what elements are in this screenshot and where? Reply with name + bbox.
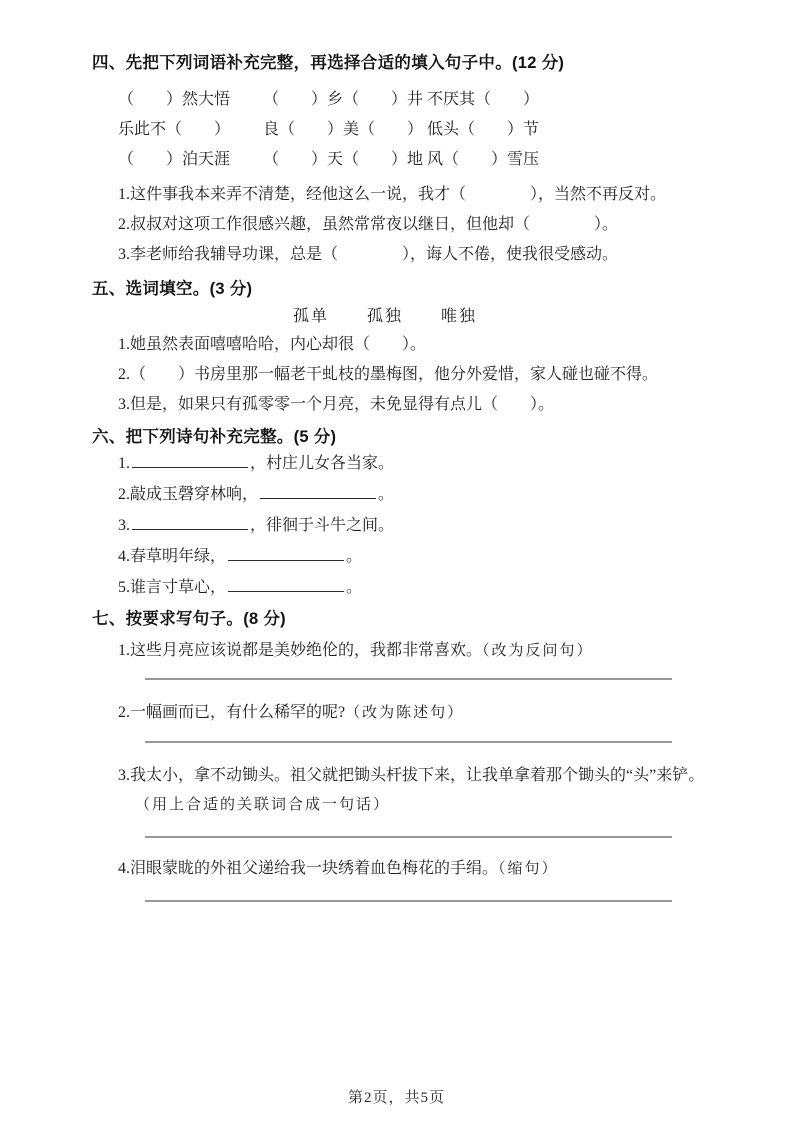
- poem-blank: [228, 576, 344, 592]
- answer-line: [145, 741, 672, 743]
- question-item: [118, 761, 706, 820]
- poem-text-before: 5.谁言寸草心，: [118, 579, 227, 596]
- poem-text-before: 3.: [118, 517, 130, 534]
- question-text: 2.一幅画而已，有什么稀罕的呢?: [118, 704, 346, 721]
- section-four: [92, 52, 706, 270]
- poem-list: [92, 448, 706, 603]
- poem-text-after: 。: [346, 579, 363, 596]
- word-blank: 不厌其（ ）: [427, 91, 540, 108]
- question-hint: （缩句）: [498, 861, 559, 877]
- section-seven-title: 七、按要求写句子。(8 分): [92, 610, 286, 628]
- poem-text-after: ，徘徊于斗牛之间。: [250, 517, 395, 534]
- question-item: [118, 698, 706, 728]
- word-blank: 风（ ）雪压: [427, 151, 540, 168]
- section-six: [92, 426, 706, 603]
- poem-text-after: 。: [346, 548, 363, 565]
- word-blank: （ ）天（ ）地: [263, 151, 424, 168]
- poem-blank: [132, 452, 248, 468]
- word-blank: 良（ ）美（ ）: [263, 121, 424, 138]
- question-item: [118, 636, 706, 666]
- question-item: 1.她虽然表面嘻嘻哈哈，内心却很（ ）。: [118, 336, 427, 353]
- section-five-title: 五、选词填空。(3 分): [92, 280, 253, 298]
- section-five-questions: [92, 330, 706, 420]
- question-item: 2.叔叔对这项工作很感兴趣，虽然常常夜以继日，但他却（ ）。: [118, 216, 619, 233]
- question-hint: （改为反问句）: [482, 643, 594, 659]
- poem-blank: [260, 483, 376, 499]
- poem-line: [118, 479, 706, 510]
- poem-blank: [228, 545, 344, 561]
- poem-text-before: 1.: [118, 455, 130, 472]
- word-bank-item: 孤单: [292, 308, 329, 325]
- question-item: [118, 854, 706, 884]
- poem-line: [118, 510, 706, 541]
- poem-line: [118, 572, 706, 603]
- answer-line: [145, 678, 672, 680]
- section-four-questions: [92, 180, 706, 270]
- poem-line: [118, 448, 706, 479]
- section-six-title: 六、把下列诗句补充完整。(5 分): [92, 428, 337, 446]
- question-item: 1.这件事我本来弄不清楚，经他这么一说，我才（ ），当然不再反对。: [118, 186, 667, 203]
- question-item: 3.但是，如果只有孤零零一个月亮，未免显得有点儿（ ）。: [118, 396, 555, 413]
- word-blank: （ ）泊天涯: [118, 151, 231, 168]
- word-blank: 乐此不（ ）: [118, 121, 231, 138]
- question-item: 2.（ ）书房里那一幅老干虬枝的墨梅图，他分外爱惜，家人碰也碰不得。: [118, 366, 659, 383]
- word-bank-item: 唯独: [441, 308, 478, 325]
- page-footer: 第2页，共5页: [347, 1090, 445, 1106]
- question-hint: （改为陈述句）: [345, 705, 465, 721]
- word-blank: （ ）乡（ ）井: [263, 91, 424, 108]
- poem-blank: [132, 514, 248, 530]
- section-five: [92, 278, 706, 420]
- word-bank-item: 孤独: [366, 308, 403, 325]
- question-text: 3.我太小，拿不动锄头。祖父就把锄头杆拔下来，让我单拿着那个锄头的“头”来铲。: [118, 767, 705, 784]
- poem-text-before: 2.敲成玉磬穿林响，: [118, 486, 259, 503]
- section-seven: [92, 608, 706, 902]
- poem-line: [118, 541, 706, 572]
- word-blank: 低头（ ）节: [427, 121, 540, 138]
- question-text: 1.这些月亮应该说都是美妙绝伦的，我都非常喜欢。: [118, 642, 483, 659]
- section-four-title: 四、先把下列词语补充完整，再选择合适的填入句子中。(12 分): [92, 54, 565, 72]
- question-item: 3.李老师给我辅导功课，总是（ ），诲人不倦，使我很受感动。: [118, 246, 619, 263]
- word-completion-grid: [118, 90, 706, 170]
- poem-text-after: 。: [378, 486, 395, 503]
- poem-text-before: 4.春草明年绿，: [118, 548, 227, 565]
- answer-line: [145, 900, 672, 902]
- question-hint: （用上合适的关联词合成一句话）: [135, 797, 391, 813]
- word-bank: [92, 306, 706, 328]
- answer-line: [145, 836, 672, 838]
- question-text: 4.泪眼蒙眬的外祖父递给我一块绣着血色梅花的手绢。: [118, 860, 499, 877]
- poem-text-after: ，村庄儿女各当家。: [250, 455, 395, 472]
- word-blank: （ ）然大悟: [118, 91, 231, 108]
